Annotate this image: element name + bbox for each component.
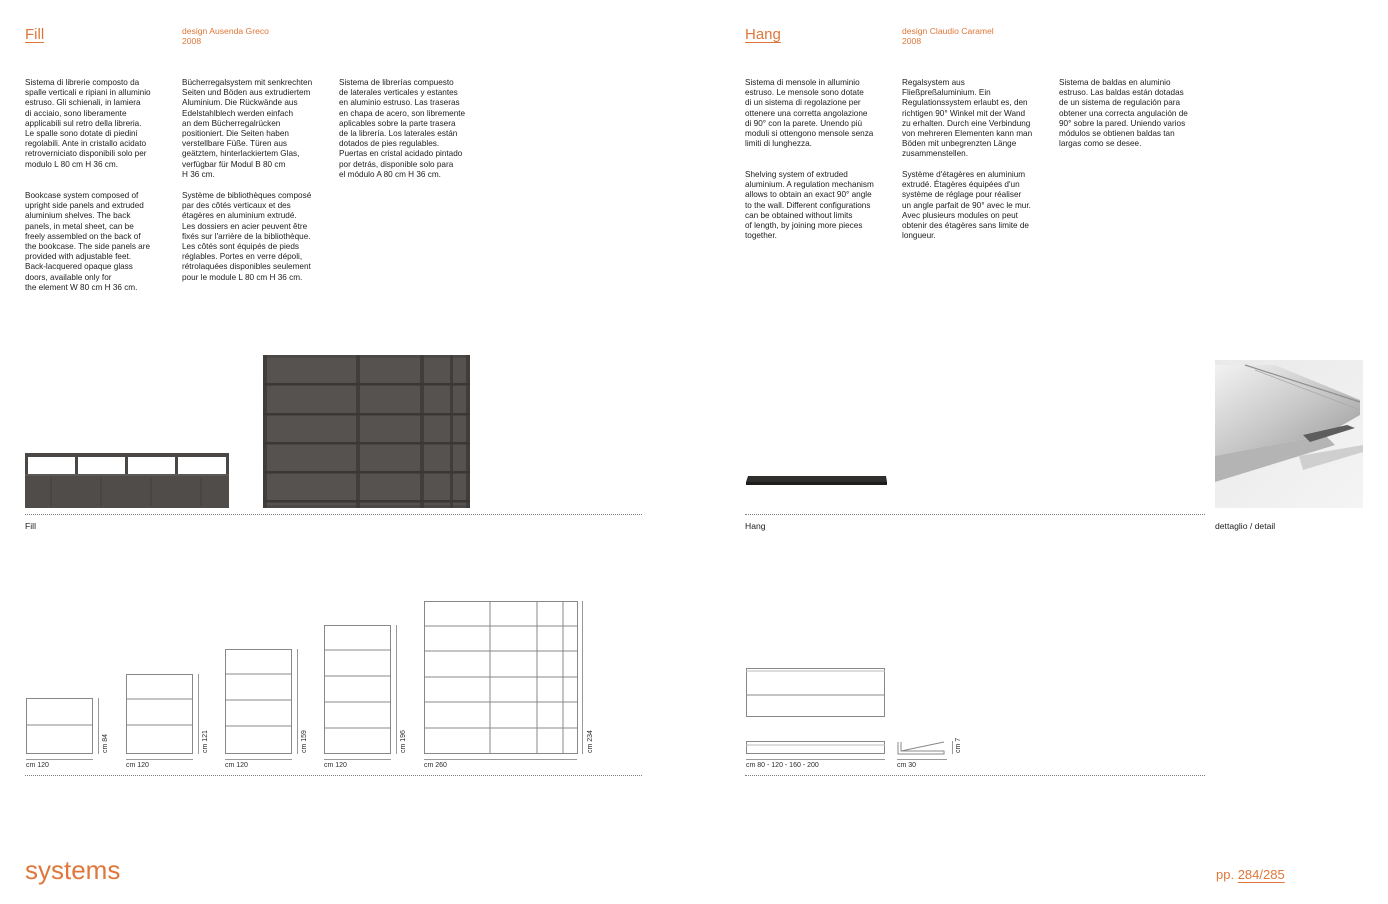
fill-tall-bookcase-photo [263,355,470,508]
hang-side-view-drawing [897,741,947,755]
hang-dim-height: cm 7 [955,737,962,753]
fill-module-drawing-1 [26,698,94,754]
dim-line [897,759,947,760]
hang-front-view-drawing [746,741,886,755]
fill-text-fr: Système de bibliothèques composé par des côtés verticaux et des étagères en aluminium extrudé. Les dossiers en acier peuvent être fixés sur l'arrière de la bibliothèque. Les côtés sont équipés de pieds réglables. Portes en verre dépoli, rétrolaquées disponibles seulement pour le module L 80 cm H 36 cm. [182,191,312,282]
dim-width-3: cm 120 [225,762,248,769]
fill-low-bookcase-photo [24,452,230,508]
fill-text-en: Bookcase system composed of upright side panels and extruded aluminium shelves. The back panels, in metal sheet, can be freely assembled on the back of the bookcase. The side panels are provided with adjustable feet. Back-lacquered opaque glass doors, available only for the element W 80 cm H 36 cm. [25,191,151,292]
fill-text-de: Bücherregalsystem mit senkrechten Seiten und Böden aus extrudiertem Aluminium. Die Rückwände aus Edelstahlblech werden einfach an dem Bücherregalrücken positioniert. Die Seiten haben verstellbare Füße. Türen aus geätztem, hinterlackiertem Glas, verfügbar für Modul B 80 cm H 36 cm. [182,78,313,179]
hang-top-view-drawing [746,668,886,718]
page-numbers [1216,867,1285,882]
hang-text-fr: Système d'étagères en aluminium extrudé. Étagères équipées d'un système de réglage pour réaliser un angle parfait de 90° avec le mur. Avec plusieurs modules on peut obtenir des étagères sans limite de longueur. [902,170,1031,241]
hang-detail-photo [1215,360,1363,508]
fill-module-drawing-2 [126,674,194,754]
hang-text-it: Sistema di mensole in alluminio estruso. Le mensole sono dotate di un sistema di regolazione per ottenere una corretta angolazione di 90° con la parete. Unendo più moduli si ottengono mensole senza limiti di lunghezza. [745,78,874,149]
dim-line [98,698,99,754]
brand-systems: systems [25,855,121,885]
fill-module-drawing-4 [324,625,392,754]
hang-dim-width: cm 80 - 120 - 160 - 200 [746,762,819,769]
divider [745,514,1205,515]
page-prefix: pp. [1216,867,1238,882]
fill-module-drawing-5 [424,601,578,754]
dim-line [582,601,583,754]
dim-line [396,625,397,754]
dim-line [198,674,199,754]
hang-text-de: Regalsystem aus Fließpreßaluminium. Ein Regulationssystem erlaubt es, den richtigen 90° Winkel mit der Wand zu erhalten. Durch eine Verbindung von mehreren Elementen kann man Böden mit unbegrenzten Länge zusammenstellen. [902,78,1033,159]
hang-caption: Hang [745,521,766,531]
detail-caption: dettaglio / detail [1215,521,1276,531]
dim-line [324,759,391,760]
dim-height-4: cm 196 [400,730,407,753]
divider [25,775,642,776]
dim-line [26,759,93,760]
dim-line [746,759,885,760]
page-link[interactable]: 284/285 [1237,867,1285,882]
dim-width-4: cm 120 [324,762,347,769]
dim-height-2: cm 121 [202,730,209,753]
hang-designer: design Claudio Caramel 2008 [902,26,994,46]
fill-text-it: Sistema di librerie composto da spalle verticali e ripiani in alluminio estruso. Gli schienali, in lamiera di acciaio, sono liberamente applicabili sul retro della libreria. Le spalle sono dotate di piedini regolabili. Ante in cristallo acidato retroverniciato disponibili solo per modulo L 80 cm H 36 cm. [25,78,151,169]
dim-line [297,649,298,754]
hang-text-en: Shelving system of extruded aluminium. A regulation mechanism allows to obtain an exact 90° angle to the wall. Different configurations can be obtained without limits of length, by joining more pieces together. [745,170,874,241]
fill-caption: Fill [25,521,36,531]
divider [745,775,1205,776]
fill-designer: design Ausenda Greco 2008 [182,26,269,46]
fill-text-es: Sistema de librerías compuesto de laterales verticales y estantes en aluminio estruso. Las traseras en chapa de acero, son libremente aplicables sobre la parte trasera de la librería. Los laterales están dotados de pies regulables. Puertas en cristal acidado pintado por detrás, disponible solo para el módulo A 80 cm H 36 cm. [339,78,466,179]
fill-title: Fill [25,26,45,43]
dim-line [126,759,193,760]
dim-height-5: cm 234 [587,730,594,753]
dim-width-1: cm 120 [26,762,49,769]
hang-text-es: Sistema de baldas en aluminio estruso. Las baldas están dotadas de un sistema de regulación para obtener una correcta angulación de 90° sobre la pared. Uniendo varios módulos se obtienen baldas tan largas como se desee. [1059,78,1188,149]
dim-height-1: cm 84 [102,733,109,753]
hang-shelf-photo [745,474,888,488]
dim-line [424,759,577,760]
dim-width-2: cm 120 [126,762,149,769]
fill-module-drawing-3 [225,649,293,754]
dim-width-5: cm 260 [424,762,447,769]
dim-line [225,759,292,760]
divider [25,514,642,515]
hang-title: Hang [745,26,781,43]
dim-line [952,741,953,754]
hang-dim-depth: cm 30 [897,762,917,769]
dim-height-3: cm 159 [301,730,308,753]
